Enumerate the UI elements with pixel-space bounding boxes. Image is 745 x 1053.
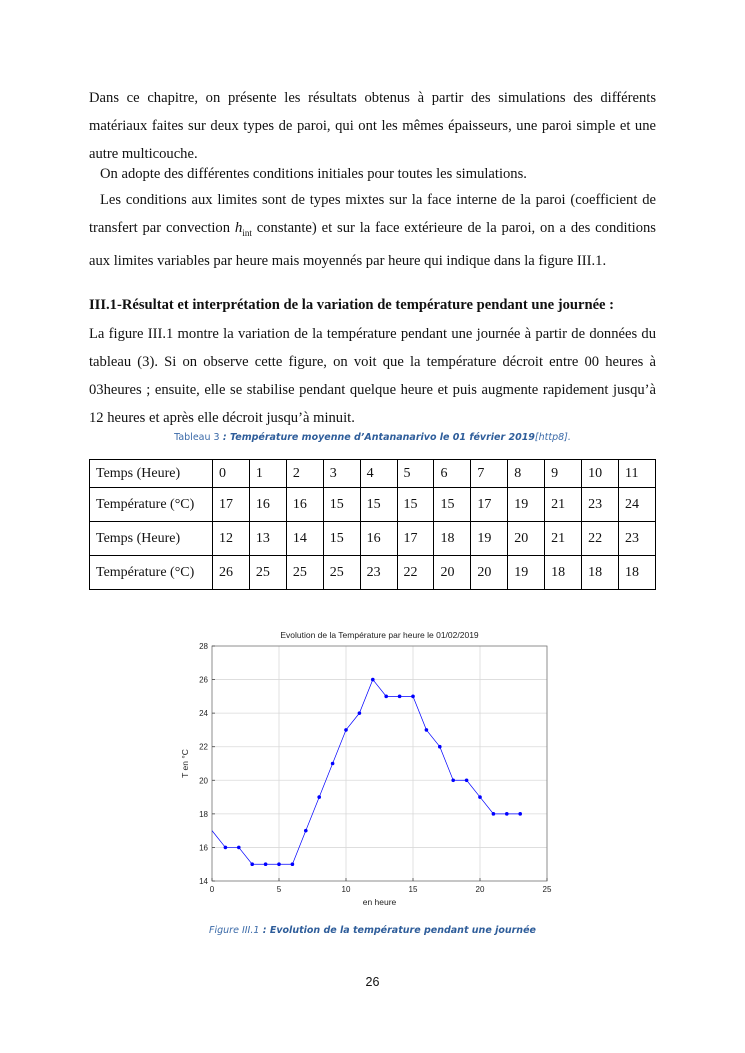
data-point: [371, 678, 375, 682]
table-caption: [0, 432, 745, 443]
data-point: [438, 745, 442, 749]
data-point: [224, 846, 228, 850]
temperature-table: [89, 459, 656, 590]
section-heading: III.1-Résultat et interprétation de la variation de température pendant une journée :: [89, 297, 615, 313]
data-point: [425, 728, 429, 732]
h-subscript: int: [242, 228, 252, 238]
conditions-text-a: Les conditions aux limites sont de types mixtes sur la face interne de la paroi (coefficient de transfert par convection: [89, 192, 656, 236]
conditions-text-b: constante) et sur la face extérieure de la paroi, on a des conditions aux limites variables par heure mais moyennés par heure qui indique dans la figure III.1.: [89, 220, 656, 269]
table-cell: 22: [582, 522, 619, 556]
data-point: [478, 795, 482, 799]
data-point: [250, 862, 254, 866]
table-cell: 5: [397, 460, 434, 488]
y-tick-label: 28: [199, 642, 208, 651]
table-cell: 16: [286, 488, 323, 522]
table-caption-label: Tableau 3: [174, 432, 220, 443]
table-cell: 25: [249, 556, 286, 590]
table-cell: 20: [471, 556, 508, 590]
table-cell: 15: [397, 488, 434, 522]
table-cell: 10: [582, 460, 619, 488]
table-cell: 13: [249, 522, 286, 556]
page-number: 26: [365, 975, 380, 989]
x-tick-label: 0: [209, 885, 215, 894]
data-point: [465, 778, 469, 782]
x-tick-label: 10: [341, 885, 351, 894]
data-point: [451, 778, 455, 782]
data-point: [317, 795, 321, 799]
figure-caption: [0, 925, 745, 936]
table-cell: 18: [545, 556, 582, 590]
table-cell: 16: [360, 522, 397, 556]
table-row-label: Température (°C): [90, 488, 213, 522]
table-row: [90, 556, 656, 590]
y-tick-label: 14: [199, 877, 208, 886]
figure-caption-title: : Evolution de la température pendant une journée: [259, 925, 536, 936]
table-row-label: Temps (Heure): [90, 522, 213, 556]
y-tick-label: 22: [199, 742, 208, 752]
table-row: [90, 488, 656, 522]
x-tick-label: 15: [408, 885, 418, 894]
table-row-label: Temps (Heure): [90, 460, 213, 488]
table-row: [90, 522, 656, 556]
table-row-label: Température (°C): [90, 556, 213, 590]
y-tick-label: 26: [199, 675, 208, 685]
table-cell: 0: [213, 460, 250, 488]
table-cell: 19: [471, 522, 508, 556]
table-cell: 19: [508, 488, 545, 522]
table-cell: 23: [360, 556, 397, 590]
conditions-limites-paragraph: [89, 186, 656, 275]
temperature-chart: [170, 622, 570, 912]
table-cell: 18: [582, 556, 619, 590]
plot-area: [212, 646, 547, 881]
table-cell: 17: [397, 522, 434, 556]
table-cell: 4: [360, 460, 397, 488]
table-cell: 18: [618, 556, 655, 590]
table-cell: 23: [582, 488, 619, 522]
table-cell: 21: [545, 488, 582, 522]
table-cell: 9: [545, 460, 582, 488]
table-cell: 15: [323, 488, 360, 522]
table-cell: 17: [213, 488, 250, 522]
data-point: [505, 812, 509, 816]
table-cell: 25: [323, 556, 360, 590]
table-cell: 20: [434, 556, 471, 590]
table-cell: 8: [508, 460, 545, 488]
data-point: [398, 695, 402, 699]
data-point: [237, 846, 241, 850]
table-cell: 26: [213, 556, 250, 590]
y-tick-label: 16: [199, 843, 208, 853]
chart-title: Evolution de la Température par heure le 01/02/2019: [280, 630, 479, 640]
table-cell: 20: [508, 522, 545, 556]
table-cell: 6: [434, 460, 471, 488]
table-cell: 22: [397, 556, 434, 590]
data-point: [291, 862, 295, 866]
figure-caption-label: Figure III.1: [209, 925, 260, 936]
data-point: [277, 862, 281, 866]
x-tick-label: 20: [475, 885, 485, 894]
table-cell: 7: [471, 460, 508, 488]
x-tick-label: 25: [542, 885, 552, 894]
table-cell: 23: [618, 522, 655, 556]
data-point: [384, 695, 388, 699]
table-cell: 15: [323, 522, 360, 556]
table-cell: 25: [286, 556, 323, 590]
table-cell: 24: [618, 488, 655, 522]
y-tick-label: 24: [199, 709, 208, 719]
x-tick-label: 5: [276, 885, 282, 894]
table-cell: 14: [286, 522, 323, 556]
y-tick-label: 18: [199, 809, 208, 819]
table-cell: 2: [286, 460, 323, 488]
table-cell: 12: [213, 522, 250, 556]
x-axis-label: en heure: [362, 897, 397, 907]
section-paragraph: La figure III.1 montre la variation de la température pendant une journée à partir de données du tableau (3). Si on observe cette figure, on voit que la température décroit entre 00 heures à 03heures ; ensuite, elle se stabilise pendant quelque heure et puis augmente rapidement jusqu’à 12 heures et après elle décroit jusqu’à minuit.: [89, 326, 656, 426]
table-cell: 15: [434, 488, 471, 522]
h-int-symbol: [235, 220, 252, 236]
table-cell: 11: [618, 460, 655, 488]
table-row: [90, 460, 656, 488]
y-tick-label: 20: [199, 776, 208, 786]
h-symbol: h: [234, 220, 243, 236]
table-cell: 21: [545, 522, 582, 556]
data-point: [411, 695, 415, 699]
data-point: [358, 711, 362, 715]
table-cell: 19: [508, 556, 545, 590]
table-caption-title: : Température moyenne d’Antananarivo le 01 février 2019: [219, 432, 535, 443]
table-cell: 15: [360, 488, 397, 522]
y-axis-label: T en °C: [180, 749, 190, 778]
data-point: [344, 728, 348, 732]
data-point: [304, 829, 308, 833]
conditions-initiales-paragraph: On adopte des différentes conditions initiales pour toutes les simulations.: [100, 166, 527, 182]
table-cell: 1: [249, 460, 286, 488]
data-point: [264, 862, 268, 866]
data-point: [331, 762, 335, 766]
data-point: [492, 812, 496, 816]
intro-paragraph: Dans ce chapitre, on présente les résultats obtenus à partir des simulations des différents matériaux faites sur deux types de paroi, qui ont les mêmes épaisseurs, une paroi simple et une autre multicouche.: [89, 90, 656, 162]
table-caption-ref: [http8].: [534, 432, 571, 443]
table-cell: 16: [249, 488, 286, 522]
table-cell: 18: [434, 522, 471, 556]
table-cell: 17: [471, 488, 508, 522]
table-cell: 3: [323, 460, 360, 488]
data-point: [518, 812, 522, 816]
